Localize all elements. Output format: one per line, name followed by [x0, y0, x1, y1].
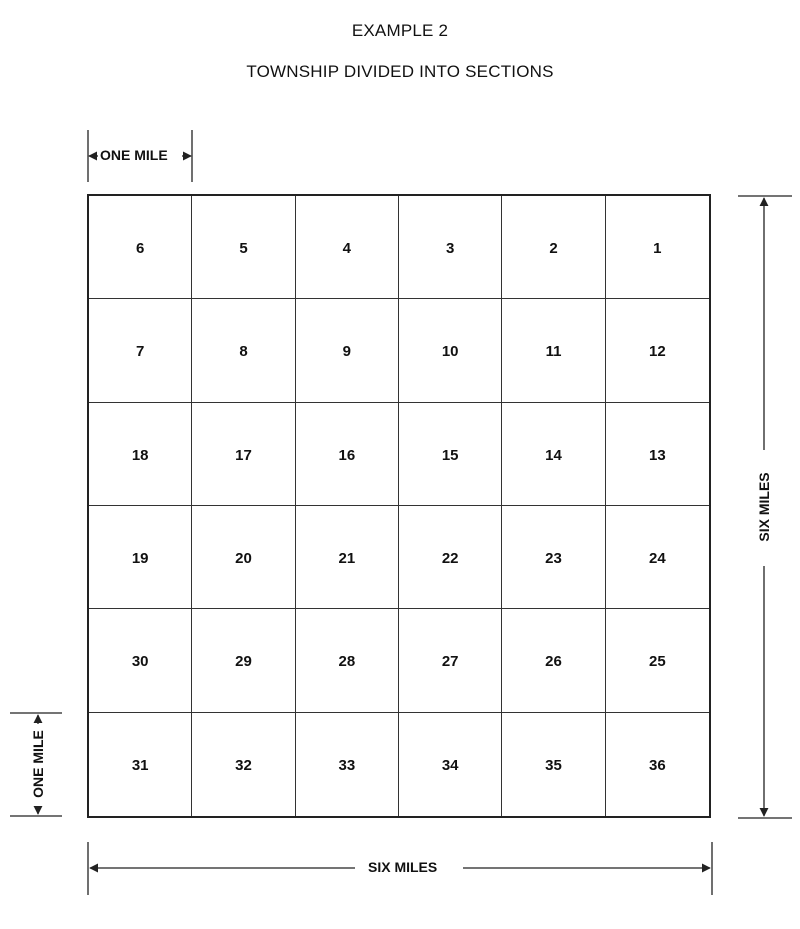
- section-cell: [192, 403, 295, 506]
- section-cell: [296, 506, 399, 609]
- section-cell: [296, 299, 399, 402]
- section-cell: [89, 713, 192, 816]
- section-number: 2: [549, 240, 558, 257]
- section-number: 22: [441, 550, 459, 567]
- section-cell: [89, 196, 192, 299]
- section-cell: [502, 506, 605, 609]
- diagram-subtitle: TOWNSHIP DIVIDED INTO SECTIONS: [246, 62, 554, 81]
- section-number: 29: [235, 653, 252, 671]
- section-cell: [89, 609, 192, 712]
- section-cell: [502, 609, 605, 712]
- section-cell: [502, 713, 605, 816]
- section-cell: [192, 713, 295, 816]
- section-number: 34: [441, 756, 459, 774]
- section-cell: [296, 713, 399, 816]
- section-number: 36: [648, 756, 666, 774]
- section-number: 7: [135, 343, 145, 361]
- section-cell: [89, 299, 192, 402]
- section-number: 24: [648, 550, 666, 567]
- section-cell: [606, 299, 709, 402]
- section-number: 9: [342, 343, 351, 361]
- section-number: 33: [338, 756, 356, 774]
- section-number: 20: [235, 550, 252, 567]
- section-number: 21: [338, 550, 356, 567]
- section-number: 13: [648, 446, 666, 464]
- section-cell: [89, 506, 192, 609]
- section-number: 15: [441, 446, 459, 464]
- section-number: 31: [131, 756, 149, 774]
- section-cell: [399, 713, 502, 816]
- section-number: 27: [441, 653, 459, 671]
- left-one-mile-label: ONE MILE: [30, 730, 46, 798]
- section-number: 32: [235, 756, 252, 774]
- section-cell: [606, 609, 709, 712]
- bottom-six-miles-label: SIX MILES: [362, 859, 443, 875]
- section-number: 30: [131, 653, 149, 671]
- section-number: 10: [441, 343, 459, 361]
- section-number: 35: [545, 756, 562, 774]
- section-number: 1: [653, 240, 662, 257]
- section-number: 18: [131, 446, 149, 464]
- section-number: 14: [545, 446, 562, 464]
- section-cell: [606, 403, 709, 506]
- section-number: 8: [239, 343, 248, 361]
- section-cell: [399, 403, 502, 506]
- section-cell: [296, 403, 399, 506]
- section-cell: [296, 609, 399, 712]
- section-number: 26: [545, 653, 562, 671]
- section-cell: [192, 609, 295, 712]
- section-cell: [192, 196, 295, 299]
- section-cell: [399, 299, 502, 402]
- section-cell: [89, 403, 192, 506]
- section-number: 23: [545, 550, 562, 567]
- section-number: 11: [545, 343, 562, 361]
- right-six-miles-label: SIX MILES: [756, 466, 772, 547]
- diagram-title: EXAMPLE 2: [351, 21, 449, 40]
- top-one-mile-label: ONE MILE: [100, 147, 168, 163]
- section-cell: [192, 299, 295, 402]
- section-cell: [399, 196, 502, 299]
- section-number: 17: [235, 446, 252, 464]
- section-cell: [399, 506, 502, 609]
- section-number: 12: [648, 343, 666, 361]
- section-cell: [192, 506, 295, 609]
- section-number: 25: [648, 653, 666, 671]
- section-cell: [502, 299, 605, 402]
- section-number: 28: [338, 653, 356, 671]
- section-cell: [502, 196, 605, 299]
- section-cell: [296, 196, 399, 299]
- section-number: 19: [131, 550, 149, 567]
- section-cell: [399, 609, 502, 712]
- section-number: 3: [445, 240, 455, 257]
- section-cell: [606, 196, 709, 299]
- section-cell: [502, 403, 605, 506]
- section-number: 16: [338, 446, 356, 464]
- section-cell: [606, 713, 709, 816]
- section-cell: [606, 506, 709, 609]
- section-number: 6: [135, 240, 145, 257]
- section-number: 5: [239, 240, 248, 257]
- section-number: 4: [342, 240, 351, 257]
- township-grid: [87, 194, 711, 818]
